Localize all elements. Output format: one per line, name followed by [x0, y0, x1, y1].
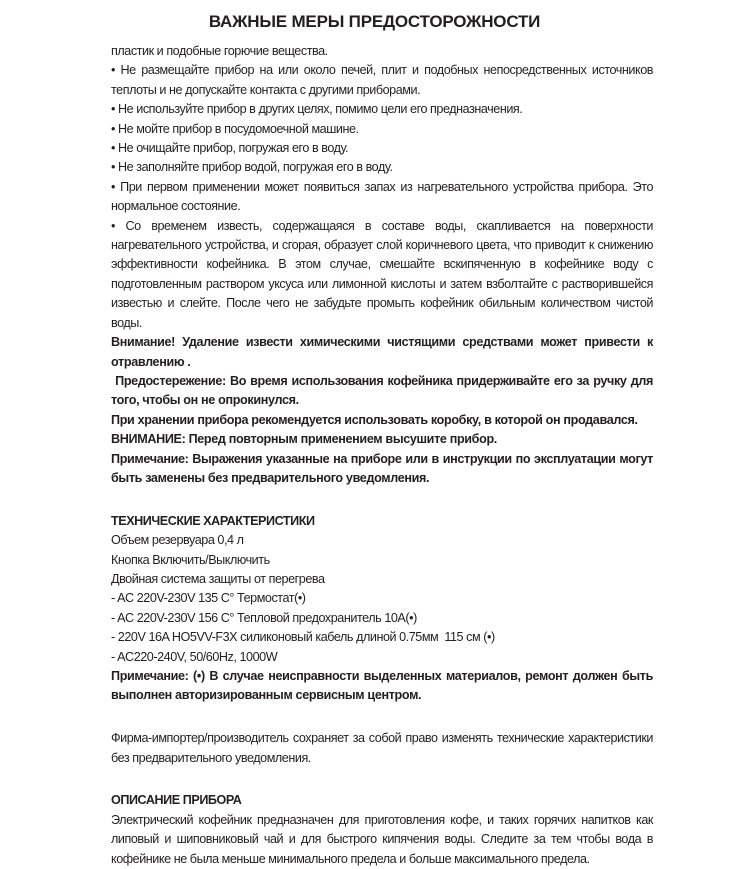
spec-item: - AC 220V-230V 135 C° Термостат(•) [111, 591, 306, 606]
precaution-item: • Не заполняйте прибор водой, погружая его в воду. [111, 160, 393, 175]
precaution-item: • Не мойте прибор в посудомоечной машине. [111, 121, 359, 136]
description-text: Электрический кофейник предназначен для приготовления кофе, и таких горячих напитков как липовый и шиповниковый чай и для быстрого кипячения воды. Следите за тем чтобы вода в кофейнике не была меньше минимального предела и больше максимального предела. [111, 812, 653, 866]
document-body [111, 42, 657, 869]
page-title: ВАЖНЫЕ МЕРЫ ПРЕДОСТОРОЖНОСТИ [208, 12, 541, 31]
spec-item: Кнопка Включить/Выключить [111, 552, 270, 567]
caution-text: Предостережение: Во время использования кофейника придерживайте его за ручку для того, чтобы он не опрокинулся. [111, 373, 657, 408]
spec-item: - AC220-240V, 50/60Hz, 1000W [111, 649, 278, 664]
description-heading: ОПИСАНИЕ ПРИБОРА [111, 793, 242, 808]
precaution-item: • Не размещайте прибор на или около печей, плит и подобных непосредственных источников теплоты и не допускайте контакта с другими приборами. [111, 63, 653, 97]
precaution-item: • При первом применении может появиться запах из нагревательного устройства прибора. Это нормальное состояние. [111, 179, 653, 214]
specs-heading: ТЕХНИЧЕСКИЕ ХАРАКТЕРИСТИКИ [111, 513, 315, 528]
warning-text: Внимание! Удаление извести химическими чистящими средствами может привести к отравлению . [111, 335, 653, 369]
precaution-item: • Не очищайте прибор, погружая его в воду. [111, 141, 349, 156]
manufacturer-note: Фирма-импортер/производитель сохраняет за собой право изменять технические характеристики без предварительного уведомления. [111, 731, 653, 765]
attention-text: ВНИМАНИЕ: Перед повторным применением высушите прибор. [111, 432, 497, 447]
precaution-item: пластик и подобные горючие вещества. [111, 44, 328, 58]
precaution-item: • Со временем известь, содержащаяся в составе воды, скапливается на поверхности нагревательного устройства, и сгорая, образует слой коричневого цвета, что приводит к снижению эффективности кофейника. В этом случае, смешайте вскипяченную в кофейнике воду с подготовленным раствором уксуса или лимонной кислоты и затем взболтайте с растворившейся известью и слейте. После чего не забудьте промыть кофейник обильным количеством чистой воды. [111, 218, 653, 330]
spec-item: Объем резервуара 0,4 л [111, 533, 244, 548]
spec-item: - AC 220V-230V 156 C° Тепловой предохранитель 10A(•) [111, 610, 417, 625]
spec-item: Двойная система защиты от перегрева [111, 571, 325, 586]
precaution-item: • Не используйте прибор в других целях, помимо цели его предназначения. [111, 102, 523, 117]
spec-item: - 220V 16A HO5VV-F3X силиконовый кабель длиной 0.75мм 115 см (•) [111, 630, 495, 645]
storage-text: При хранении прибора рекомендуется использовать коробку, в которой он продавался. [111, 412, 638, 427]
note-text: Примечание: Выражения указанные на приборе или в инструкции по эксплуатации могут быть заменены без предварительного уведомления. [111, 451, 653, 485]
specs-note: Примечание: (•) В случае неисправности выделенных материалов, ремонт должен быть выполнен авторизированным сервисным центром. [111, 668, 653, 703]
